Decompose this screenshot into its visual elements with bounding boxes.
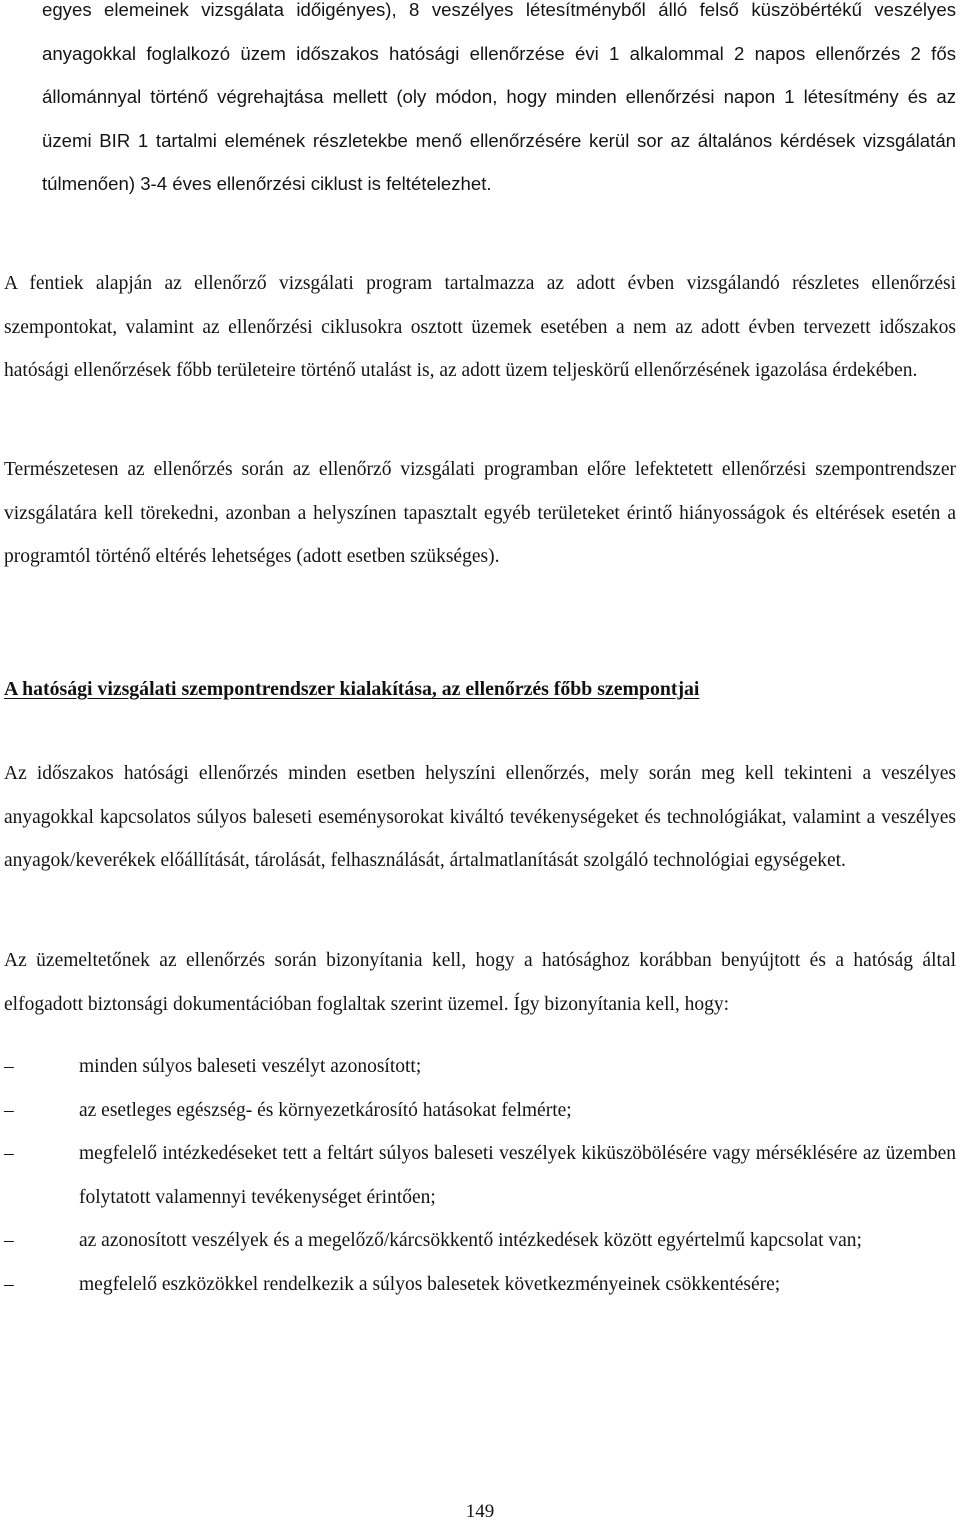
- list-item-text: az azonosított veszélyek és a megelőző/kárcsökkentő intézkedések között egyértelmű kapcsolat van;: [79, 1230, 862, 1252]
- list-item: [4, 1219, 956, 1263]
- list-item: [4, 1132, 956, 1219]
- requirements-list: [4, 1045, 956, 1307]
- list-item-text: minden súlyos baleseti veszélyt azonosított;: [79, 1056, 422, 1077]
- paragraph-operator-proof: Az üzemeltetőnek az ellenőrzés során bizonyítania kell, hogy a hatósághoz korábban benyújtott és a hatóság által elfogadott biztonsági dokumentációban foglaltak szerint üzemel. Így bizonyítania kell, hogy:: [4, 950, 956, 1015]
- list-item: [4, 1089, 956, 1133]
- dash-bullet-icon: –: [4, 1056, 14, 1077]
- dash-bullet-icon: –: [4, 1099, 14, 1121]
- dash-bullet-icon: –: [4, 1143, 14, 1165]
- list-item-text: az esetleges egészség- és környezetkárosító hatásokat felmérte;: [79, 1099, 572, 1121]
- list-item-text: megfelelő eszközökkel rendelkezik a súlyos balesetek következményeinek csökkentésére;: [79, 1273, 781, 1295]
- list-item: [4, 1045, 956, 1089]
- paragraph-site-inspection: Az időszakos hatósági ellenőrzés minden esetben helyszíni ellenőrzés, mely során meg kell tekinteni a veszélyes anyagokkal kapcsolatos súlyos baleseti eseménysorokat kiváltó tevékenységeket és technológiákat, valamint a veszélyes anyagok/keverékek előállítását, tárolását, felhasználását, ártalmatlanítását szolgáló technológiai egységeket.: [4, 763, 956, 872]
- paragraph-inspection-program: A fentiek alapján az ellenőrző vizsgálati program tartalmazza az adott évben vizsgálandó részletes ellenőrzési szempontokat, valamint az ellenőrzési ciklusokra osztott üzemek esetében a nem az adott évben tervezett időszakos hatósági ellenőrzések főbb területeire történő utalást is, az adott üzem teljeskörű ellenőrzésének igazolása érdekében.: [4, 273, 956, 382]
- list-item: [4, 1263, 956, 1307]
- page-number: 149: [465, 1501, 495, 1522]
- paragraph-inspection-cycle: egyes elemeinek vizsgálata időigényes), 8 veszélyes létesítményből álló felső küszöbértékű veszélyes anyagokkal foglalkozó üzem időszakos hatósági ellenőrzése évi 1 alkalommal 2 napos ellenőrzés 2 fős állománnyal történő végrehajtása mellett (oly módon, hogy minden ellenőrzési napon 1 létesítmény és az üzemi BIR 1 tartalmi elemének részletekbe menő ellenőrzésére kerül sor az általános kérdések vizsgálatán túlmenően) 3-4 éves ellenőrzési ciklust is feltételezhet.: [42, 0, 956, 195]
- section-heading: A hatósági vizsgálati szempontrendszer kialakítása, az ellenőrzés főbb szempontjai: [4, 678, 700, 700]
- paragraph-deviation: Természetesen az ellenőrzés során az ellenőrző vizsgálati programban előre lefektetett ellenőrzési szempontrendszer vizsgálatára kell törekedni, azonban a helyszínen tapasztalt egyéb területeket érintő hiányosságok és eltérések esetén a programtól történő eltérés lehetséges (adott esetben szükséges).: [4, 459, 956, 568]
- dash-bullet-icon: –: [4, 1230, 14, 1252]
- list-item-text: megfelelő intézkedéseket tett a feltárt súlyos baleseti veszélyek kiküszöbölésére vagy mérséklésére az üzemben folytatott valamennyi tevékenységet érintően;: [79, 1143, 956, 1208]
- dash-bullet-icon: –: [4, 1273, 14, 1295]
